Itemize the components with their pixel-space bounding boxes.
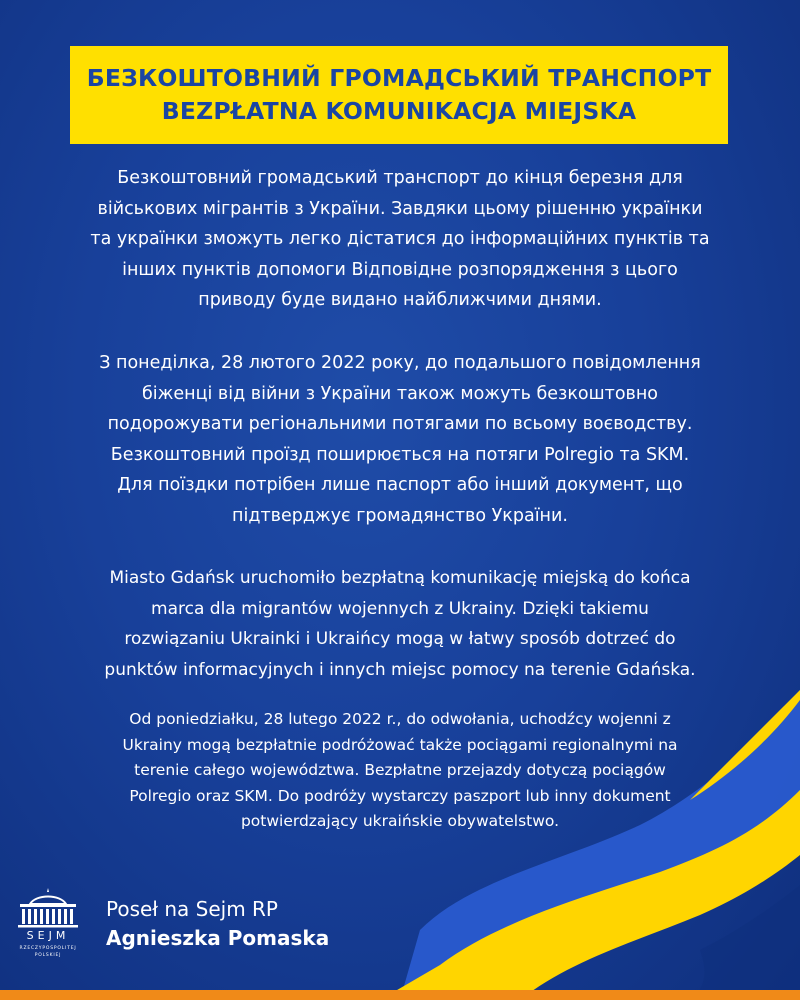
text-line: rozwiązaniu Ukrainki i Ukraińcy mogą w łatwy sposób dotrzeć do [124,629,676,649]
paragraph-pl-2 [50,707,750,835]
text-line: Ukrainy mogą bezpłatnie podróżować także pociągami regionalnymi na [122,735,678,754]
paragraph-ua-1 [50,163,750,316]
text-line: Безкоштовний громадський транспорт до кінця березня для [117,168,683,188]
text-line: Для поїздки потрібен лише паспорт або інший документ, що [117,475,683,495]
text-line: Miasto Gdańsk uruchomiło bezpłatną komunikację miejską do końca [109,568,691,588]
text-line: З понеділка, 28 лютого 2022 року, до подальшого повідомлення [99,353,701,373]
title-polish: BEZPŁATNA KOMUNIKACJA MIEJSKA [161,97,637,125]
footer-role: Poseł na Sejm RP [106,897,278,921]
footer-name: Agnieszka Pomaska [106,926,330,950]
logo-subtitle: POLSKIEJ [34,953,62,958]
text-line: військових мігрантів з України. Завдяки цьому рішенню українки [97,198,703,219]
text-line: Polregio oraz SKM. Do podróży wystarczy paszport lub inny dokument [129,786,671,805]
text-line: біженці від війни з України також можуть безкоштовно [141,383,659,404]
bottom-accent-bar [0,990,800,1000]
text-line: terenie całego województwa. Bezpłatne przejazdy dotyczą pociągów [134,761,666,780]
title-banner [70,46,728,144]
title-ukrainian: БЕЗКОШТОВНИЙ ГРОМАДСЬКИЙ ТРАНСПОРТ [86,64,712,92]
logo-wordmark: SEJM [26,929,70,942]
text-line: marca dla migrantów wojennych z Ukrainy. Dzięki takiemu [151,598,649,619]
logo-subtitle: RZECZYPOSPOLITEJ [19,946,77,951]
text-line: та українки зможуть легко дістатися до інформаційних пунктів та [90,229,710,249]
text-line: punktów informacyjnych i innych miejsc pomocy na terenie Gdańska. [104,659,696,680]
text-line: приводу буде видано найближчими днями. [198,290,602,310]
text-line: подорожувати регіональними потягами по всьому воєводству. [107,414,693,434]
text-line: інших пунктів допомоги Відповідне розпорядження з цього [122,259,678,280]
text-line: potwierdzający ukraińskie obywatelstwo. [240,812,560,831]
paragraph-pl-1 [50,563,750,685]
text-line: Od poniedziałku, 28 lutego 2022 r., do odwołania, uchodźcy wojenni z [129,710,671,728]
paragraph-ua-2 [50,348,750,531]
text-line: Безкоштовний проїзд поширюється на потяги Polregio та SKM. [110,444,690,465]
text-line: підтверджує громадянство України. [232,505,568,526]
